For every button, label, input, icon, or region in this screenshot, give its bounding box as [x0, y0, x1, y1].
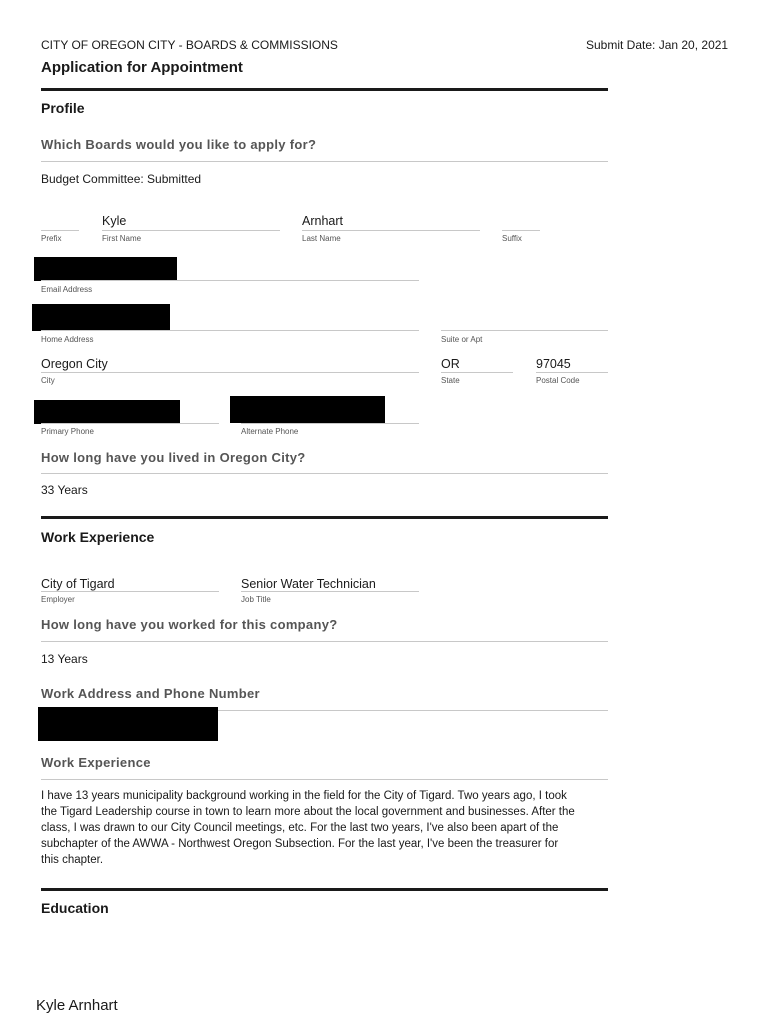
submit-date: Submit Date: Jan 20, 2021	[586, 38, 729, 52]
section-title-education: Education	[41, 900, 109, 916]
tenure-question: How long have you worked for this company?	[41, 617, 338, 632]
divider	[41, 779, 608, 780]
redaction-work-address	[38, 707, 218, 741]
postal-label: Postal Code	[536, 376, 580, 385]
city-label: City	[41, 376, 55, 385]
job-title-value: Senior Water Technician	[241, 577, 376, 591]
divider	[41, 88, 608, 91]
job-title-label: Job Title	[241, 595, 271, 604]
divider	[41, 516, 608, 519]
city-line	[41, 372, 419, 373]
experience-question: Work Experience	[41, 755, 151, 770]
last-name-value: Arnhart	[302, 214, 343, 228]
divider	[41, 161, 608, 162]
city-value: Oregon City	[41, 357, 108, 371]
section-title-profile: Profile	[41, 100, 85, 116]
primary-phone-label: Primary Phone	[41, 427, 94, 436]
alternate-phone-line	[241, 423, 419, 424]
prefix-line	[41, 230, 79, 231]
state-line	[441, 372, 513, 373]
first-name-line	[102, 230, 280, 231]
experience-line: subchapter of the AWWA - Northwest Oregon Subsection. For the last year, I've been the treasurer for	[41, 838, 559, 850]
page-title: Application for Appointment	[41, 59, 243, 76]
postal-line	[536, 372, 608, 373]
last-name-line	[302, 230, 480, 231]
suite-label: Suite or Apt	[441, 335, 483, 344]
prefix-label: Prefix	[41, 234, 62, 243]
boards-question: Which Boards would you like to apply for?	[41, 137, 317, 152]
divider	[41, 641, 608, 642]
lived-answer: 33 Years	[41, 483, 88, 497]
experience-line: class, I was drawn to our City Council meetings, etc. For the last two years, I've also been apart of the	[41, 822, 559, 834]
work-address-question: Work Address and Phone Number	[41, 686, 260, 701]
first-name-value: Kyle	[102, 214, 127, 228]
first-name-label: First Name	[102, 234, 142, 243]
footer-name: Kyle Arnhart	[36, 997, 118, 1014]
suite-line	[441, 330, 608, 331]
employer-line	[41, 591, 219, 592]
divider	[41, 473, 608, 474]
header-org: CITY OF OREGON CITY - BOARDS & COMMISSIONS	[41, 38, 338, 52]
employer-label: Employer	[41, 595, 75, 604]
experience-line: this chapter.	[41, 854, 104, 866]
suffix-line	[502, 230, 540, 231]
experience-line: I have 13 years municipality background working in the field for the City of Tigard. Two years ago, I took	[41, 790, 567, 802]
divider	[41, 888, 608, 891]
redaction-email	[34, 257, 177, 281]
employer-value: City of Tigard	[41, 577, 115, 591]
redaction-primary-phone	[34, 400, 180, 424]
redaction-home-address	[32, 304, 170, 331]
email-line	[41, 280, 419, 281]
state-label: State	[441, 376, 460, 385]
alternate-phone-label: Alternate Phone	[241, 427, 299, 436]
boards-answer: Budget Committee: Submitted	[41, 172, 202, 186]
primary-phone-line	[41, 423, 219, 424]
tenure-answer: 13 Years	[41, 652, 88, 666]
state-value: OR	[441, 357, 460, 371]
home-address-line	[41, 330, 419, 331]
home-address-label: Home Address	[41, 335, 94, 344]
email-label: Email Address	[41, 285, 93, 294]
postal-value: 97045	[536, 357, 571, 371]
job-title-line	[241, 591, 419, 592]
experience-line: the Tigard Leadership course in town to learn more about the local government and businesses. After the	[41, 806, 575, 818]
suffix-label: Suffix	[502, 234, 522, 243]
lived-question: How long have you lived in Oregon City?	[41, 450, 306, 465]
last-name-label: Last Name	[302, 234, 341, 243]
section-title-work: Work Experience	[41, 529, 155, 545]
redaction-alternate-phone	[230, 396, 385, 423]
experience-paragraph	[41, 788, 608, 868]
